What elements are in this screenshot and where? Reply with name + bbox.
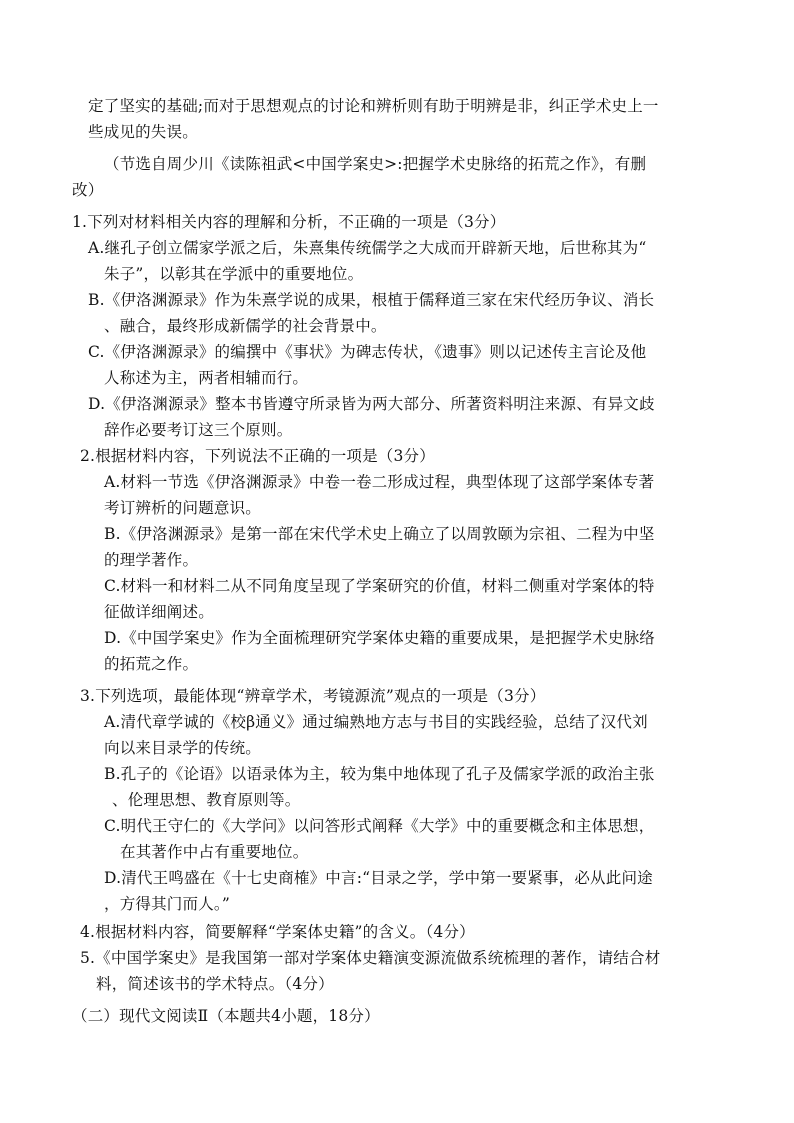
question-5-line-2: 料，简述该书的学术特点。（4分） (96, 975, 334, 993)
source-line-1: （节选自周少川《读陈祖武<中国学案史>:把握学术史脉络的拓荒之作》，有删 (104, 155, 647, 173)
q2-option-b-line-1: B.《伊洛渊源录》是第一部在宋代学术史上确立了以周敦颐为宗祖、二程为中坚 (104, 525, 655, 543)
q3-option-d-line-1: D.清代王鸣盛在《十七史商榷》中言:“目录之学，学中第一要紧事，必从此问途 (104, 869, 653, 887)
q1-option-c-line-1: C.《伊洛渊源录》的编撰中《事状》为碑志传状，《遗事》则以记述传主言论及他 (88, 343, 647, 361)
q2-option-c-line-2: 征做详细阐述。 (104, 603, 214, 621)
q3-option-c-line-2: 在其著作中占有重要地位。 (120, 843, 309, 861)
section-heading: （二）现代文阅读Ⅱ（本题共4小题，18分） (72, 1007, 380, 1025)
q3-option-a-line-2: 向以来目录学的传统。 (104, 739, 262, 757)
q3-option-a-line-1: A.清代章学诚的《校β通义》通过编熟地方志与书目的实践经验，总结了汉代刘 (104, 713, 648, 731)
q1-option-d-line-2: 辞作必要考订这三个原则。 (104, 421, 293, 439)
q3-option-b-line-1: B.孔子的《论语》以语录体为主，较为集中地体现了孔子及儒家学派的政治主张 (104, 765, 655, 783)
intro-line-2: 些成见的失误。 (88, 123, 198, 141)
q2-option-d-line-1: D.《中国学案史》作为全面梳理研究学案体史籍的重要成果，是把握学术史脉络 (104, 629, 656, 647)
q1-option-c-line-2: 人称述为主，两者相辅而行。 (104, 369, 309, 387)
q2-option-a-line-1: A.材料一节选《伊洛渊源录》中卷一卷二形成过程，典型体现了这部学案体专著 (104, 473, 655, 491)
question-2-stem: 2.根据材料内容，下列说法不正确的一项是（3分） (80, 447, 435, 465)
q1-option-a-line-2: 朱子”，以彰其在学派中的重要地位。 (104, 265, 364, 283)
question-1-stem: 1.下列对材料相关内容的理解和分析，不正确的一项是（3分） (72, 213, 506, 231)
q1-option-a-line-1: A.继孔子创立儒家学派之后，朱熹集传统儒学之大成而开辟新天地，后世称其为“ (88, 239, 647, 257)
q1-option-b-line-2: 、融合，最终形成新儒学的社会背景中。 (104, 317, 387, 335)
question-5-line-1: 5.《中国学案史》是我国第一部对学案体史籍演变源流做系统梳理的著作，请结合材 (80, 949, 661, 967)
source-line-2: 改） (72, 181, 104, 199)
q3-option-d-line-2: ，方得其门而人。” (104, 895, 230, 913)
q3-option-b-line-2: 、伦理思想、教育原则等。 (112, 791, 301, 809)
q2-option-b-line-2: 的理学著作。 (104, 551, 199, 569)
q2-option-c-line-1: C.材料一和材料二从不同角度呈现了学案研究的价值，材料二侧重对学案体的特 (104, 577, 655, 595)
q2-option-d-line-2: 的拓荒之作。 (104, 655, 199, 673)
q1-option-d-line-1: D.《伊洛渊源录》整本书皆遵守所录皆为两大部分、所著资料明注来源、有异文歧 (88, 395, 655, 413)
q1-option-b-line-1: B.《伊洛渊源录》作为朱熹学说的成果，根植于儒释道三家在宋代经历争议、消长 (88, 291, 655, 309)
q3-option-c-line-1: C.明代王守仁的《大学问》以问答形式阐释《大学》中的重要概念和主体思想， (104, 817, 655, 835)
question-4-stem: 4.根据材料内容，简要解释“学案体史籍”的含义。（4分） (80, 923, 475, 941)
intro-line-1: 定了坚实的基础;而对于思想观点的讨论和辨析则有助于明辨是非，纠正学术史上一 (88, 97, 659, 115)
question-3-stem: 3.下列选项，最能体现“辨章学术，考镜源流”观点的一项是（3分） (80, 687, 546, 705)
q2-option-a-line-2: 考订辨析的问题意识。 (104, 499, 262, 517)
